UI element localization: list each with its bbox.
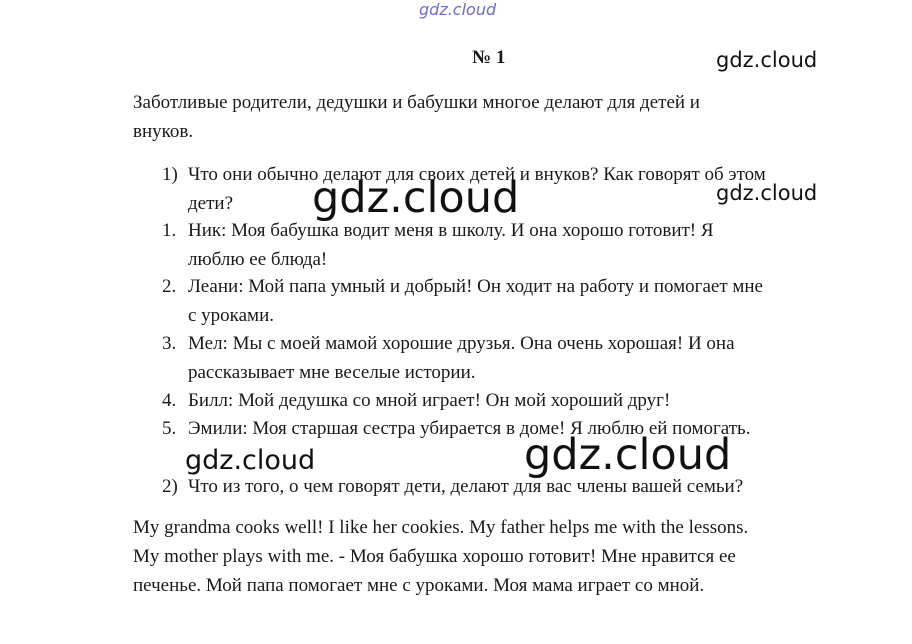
- list-item-number: 1.: [162, 220, 177, 241]
- question-2-number: 2): [162, 476, 178, 497]
- answer-line: My grandma cooks well! I like her cookies. My father helps me with the lessons.: [133, 517, 749, 538]
- question-line: дети?: [188, 193, 234, 214]
- question-1-number: 1): [162, 164, 178, 185]
- list-item-line: Ник: Моя бабушка водит меня в школу. И она хорошо готовит! Я: [188, 220, 714, 241]
- list-item: [188, 216, 714, 274]
- answer-line: печенье. Мой папа помогает мне с уроками. Моя мама играет со мной.: [133, 575, 705, 596]
- list-item-number: 4.: [162, 390, 177, 411]
- list-item-line: люблю ее блюда!: [188, 249, 328, 270]
- intro-paragraph: [133, 88, 700, 146]
- list-item-line: Билл: Мой дедушка со мной играет! Он мой хороший друг!: [188, 390, 671, 411]
- list-item-line: Леани: Мой папа умный и добрый! Он ходит на работу и помогает мне: [188, 276, 763, 297]
- intro-line: Заботливые родители, дедушки и бабушки многое делают для детей и: [133, 92, 700, 113]
- watermark-4: gdz.cloud: [185, 445, 316, 476]
- list-item-line: Мел: Мы с моей мамой хорошие друзья. Она очень хорошая! И она: [188, 333, 735, 354]
- list-item-number: 2.: [162, 276, 177, 297]
- list-item-number: 3.: [162, 333, 177, 354]
- answer-line: My mother plays with me. - Моя бабушка хорошо готовит! Мне нравится ее: [133, 546, 736, 567]
- question-2-text: Что из того, о чем говорят дети, делают для вас члены вашей семьи?: [188, 476, 744, 497]
- watermark-3: gdz.cloud: [716, 181, 818, 205]
- list-item: [188, 272, 763, 330]
- intro-line: внуков.: [133, 121, 194, 142]
- page-title: № 1: [472, 47, 506, 68]
- list-item-line: с уроками.: [188, 305, 275, 326]
- watermark-1: gdz.cloud: [716, 48, 818, 72]
- list-item-line: рассказывает мне веселые истории.: [188, 362, 476, 383]
- watermark-5: gdz.cloud: [524, 430, 732, 480]
- list-item: [188, 386, 670, 415]
- list-item-line: Эмили: Моя старшая сестра убирается в доме! Я люблю ей помогать.: [188, 418, 751, 439]
- question-line: Что они обычно делают для своих детей и внуков? Как говорят об этом: [188, 164, 766, 185]
- watermark-2: gdz.cloud: [312, 173, 520, 223]
- list-item: [188, 329, 735, 387]
- answer-paragraph: [133, 513, 748, 600]
- watermark-top: gdz.cloud: [419, 0, 497, 19]
- list-item-number: 5.: [162, 418, 177, 439]
